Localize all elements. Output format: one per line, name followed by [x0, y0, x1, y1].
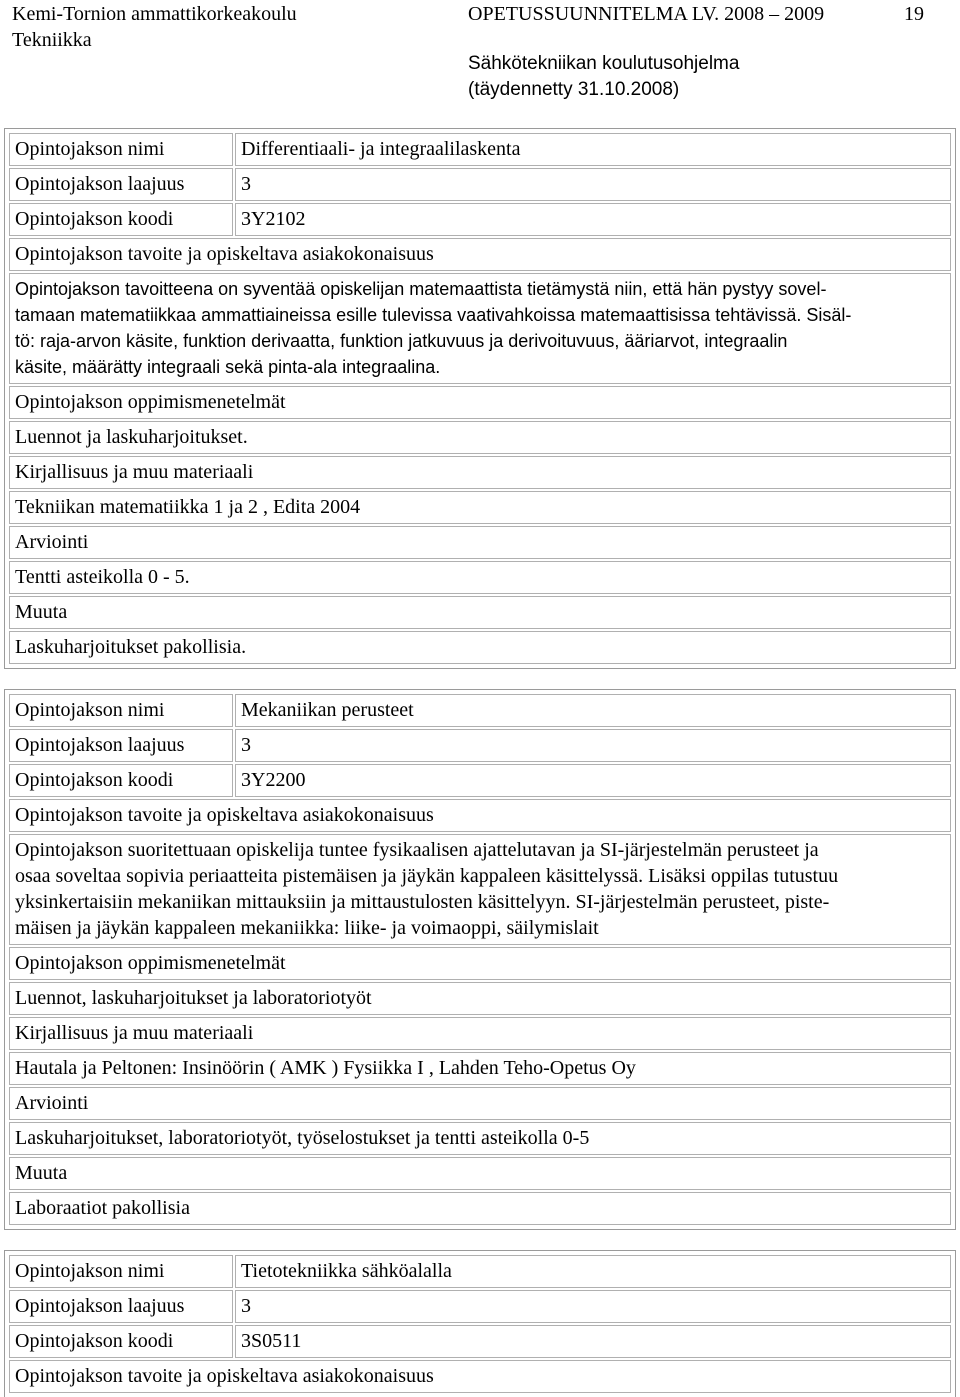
assessment-value: Laskuharjoitukset, laboratoriotyöt, työselostukset ja tentti asteikolla 0-5 [9, 1122, 951, 1155]
methods-value: Luennot ja laskuharjoitukset. [9, 421, 951, 454]
school-name: Kemi-Tornion ammattikorkeakoulu [12, 3, 297, 25]
updated-note: (täydennetty 31.10.2008) [468, 79, 680, 100]
goal-line: käsite, määrätty integraali sekä pinta-ala integraalina. [15, 357, 441, 377]
other-label: Muuta [9, 1157, 951, 1190]
code-label: Opintojakson koodi [9, 203, 233, 236]
goal-line: osaa soveltaa sopivia periaatteita pistemäisen ja jäykän kappaleen käsittelyssä. Lisäksi oppilas tutustuu [15, 865, 839, 887]
department: Tekniikka [12, 29, 92, 51]
other-label: Muuta [9, 596, 951, 629]
course-name: Differentiaali- ja integraalilaskenta [235, 133, 951, 166]
goal-description [9, 273, 951, 384]
course-code: 3Y2200 [235, 764, 951, 797]
course-code: 3Y2102 [235, 203, 951, 236]
course-table-3 [4, 1250, 956, 1397]
goal-line: mäisen ja jäykän kappaleen mekaniikka: liike- ja voimaoppi, säilymislait [15, 917, 599, 939]
course-name: Mekaniikan perusteet [235, 694, 951, 727]
name-label: Opintojakson nimi [9, 1255, 233, 1288]
goal-label: Opintojakson tavoite ja opiskeltava asiakokonaisuus [9, 799, 951, 832]
goal-line: tamaan matematiikkaa ammattiaineissa esille tulevissa vaativahkoissa matemaattisissa tehtävissä. Sisäl- [15, 305, 852, 325]
code-label: Opintojakson koodi [9, 764, 233, 797]
assessment-label: Arviointi [9, 1087, 951, 1120]
literature-value: Hautala ja Peltonen: Insinöörin ( AMK ) Fysiikka I , Lahden Teho-Opetus Oy [9, 1052, 951, 1085]
methods-label: Opintojakson oppimismenetelmät [9, 386, 951, 419]
assessment-value: Tentti asteikolla 0 - 5. [9, 561, 951, 594]
goal-line: Opintojakson tavoitteena on syventää opiskelijan matemaattista tietämystä niin, että hän pystyy sovel- [15, 279, 827, 299]
other-value: Laskuharjoitukset pakollisia. [9, 631, 951, 664]
methods-label: Opintojakson oppimismenetelmät [9, 947, 951, 980]
course-table-1 [4, 128, 956, 669]
header-right [468, 1, 824, 103]
literature-label: Kirjallisuus ja muu materiaali [9, 1017, 951, 1050]
page-number: 19 [904, 3, 924, 25]
assessment-label: Arviointi [9, 526, 951, 559]
scope-label: Opintojakson laajuus [9, 1290, 233, 1323]
goal-line: Opintojakson suoritettuaan opiskelija tuntee fysikaalisen ajattelutavan ja SI-järjestelmän perusteet ja [15, 839, 819, 861]
goal-label: Opintojakson tavoite ja opiskeltava asiakokonaisuus [9, 238, 951, 271]
other-value: Laboraatiot pakollisia [9, 1192, 951, 1225]
course-scope: 3 [235, 729, 951, 762]
scope-label: Opintojakson laajuus [9, 168, 233, 201]
header-left [12, 1, 297, 53]
course-table-2 [4, 689, 956, 1230]
goal-label: Opintojakson tavoite ja opiskeltava asiakokonaisuus [9, 1360, 951, 1393]
goal-line: tö: raja-arvon käsite, funktion derivaatta, funktion jatkuvuus ja derivoituvuus, ääriarvot, integraalin [15, 331, 788, 351]
course-scope: 3 [235, 168, 951, 201]
name-label: Opintojakson nimi [9, 694, 233, 727]
methods-value: Luennot, laskuharjoitukset ja laboratoriotyöt [9, 982, 951, 1015]
literature-value: Tekniikan matematiikka 1 ja 2 , Edita 2004 [9, 491, 951, 524]
name-label: Opintojakson nimi [9, 133, 233, 166]
literature-label: Kirjallisuus ja muu materiaali [9, 456, 951, 489]
code-label: Opintojakson koodi [9, 1325, 233, 1358]
goal-line: yksinkertaisiin mekaniikan mittauksiin ja mittaustulosten käsittelyyn. SI-järjestelmän perusteet, piste- [15, 891, 830, 913]
scope-label: Opintojakson laajuus [9, 729, 233, 762]
course-name: Tietotekniikka sähköalalla [235, 1255, 951, 1288]
course-scope: 3 [235, 1290, 951, 1323]
programme-name: Sähkötekniikan koulutusohjelma [468, 53, 740, 74]
goal-description [9, 834, 951, 945]
course-code: 3S0511 [235, 1325, 951, 1358]
curriculum-title: OPETUSSUUNNITELMA LV. 2008 – 2009 [468, 3, 825, 25]
